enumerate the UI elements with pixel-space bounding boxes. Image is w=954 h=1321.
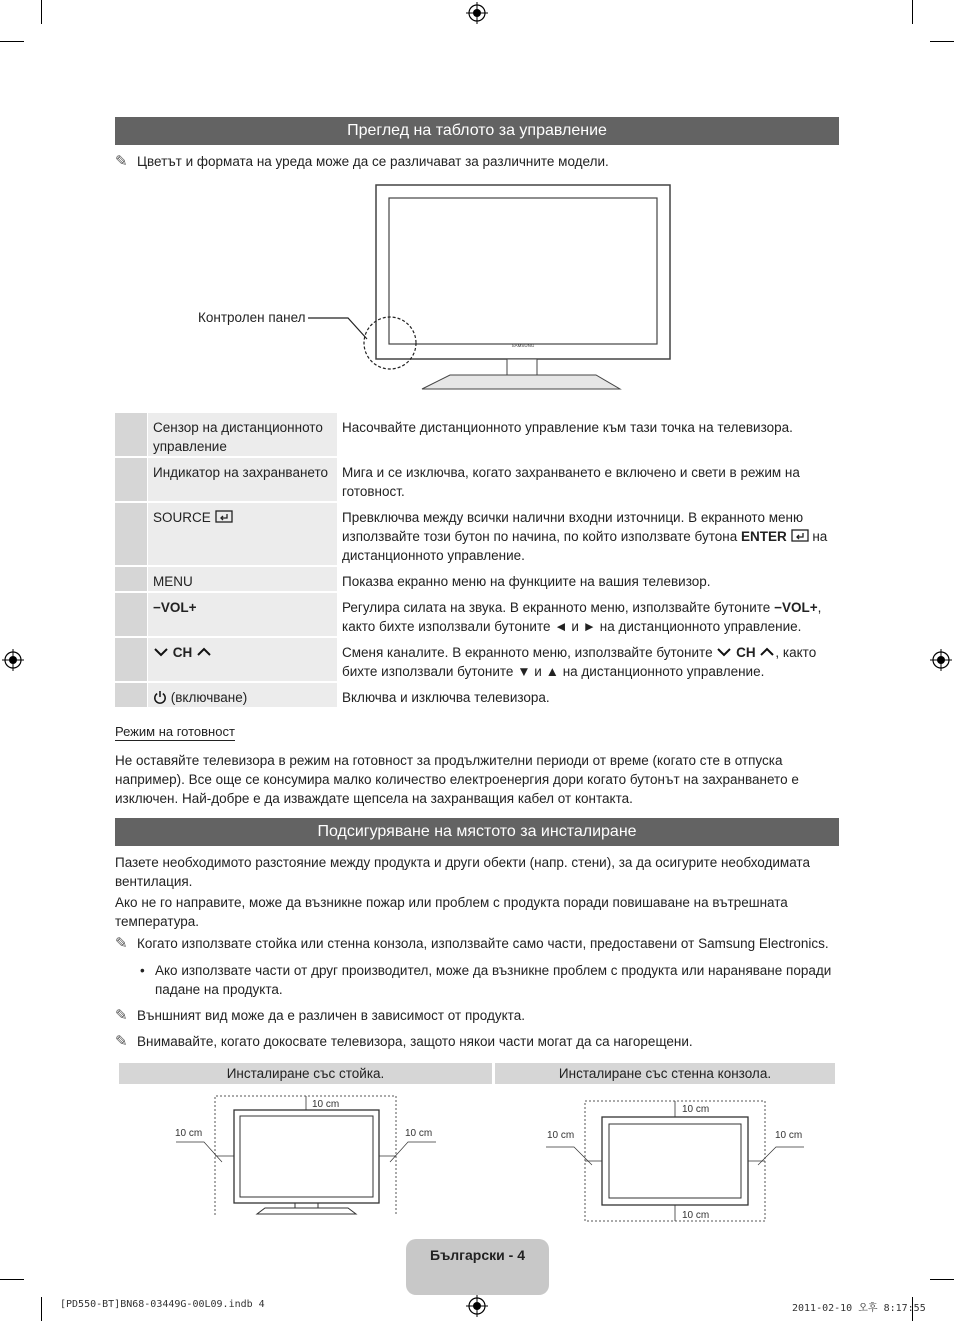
wall-install-heading: Инсталиране със стенна конзола. bbox=[495, 1063, 835, 1084]
minus-icon: − bbox=[774, 600, 782, 615]
clearance-left-label: 10 cm bbox=[175, 1128, 203, 1139]
install-paragraph: Пазете необходимото разстояние между продукта и други обекти (напр. стени), за да осигурите необходимата вентилация. bbox=[115, 855, 810, 889]
note-careful: ✎ Внимавайте, когато докосвате телевизора, защото някои части могат да са нагорещени. bbox=[115, 1033, 693, 1050]
plus-icon: + bbox=[188, 600, 197, 615]
clearance-right-label: 10 cm bbox=[405, 1128, 433, 1139]
clearance-top-label: 10 cm bbox=[682, 1104, 710, 1115]
registration-mark-icon bbox=[466, 1295, 488, 1317]
registration-mark-icon bbox=[2, 649, 24, 671]
note-color-shape: ✎ Цветът и формата на уреда може да се различават за различните модели. bbox=[115, 153, 609, 170]
install-paragraph: Ако не го направите, може да възникне пожар или проблем с продукта поради повишаване на вътрешната температура. bbox=[115, 895, 788, 929]
note-stand-parts: ✎ Когато използвате стойка или стенна конзола, използвайте само части, предоставени от Samsung Electronics. bbox=[115, 935, 829, 952]
pencil-note-icon: ✎ bbox=[115, 153, 128, 170]
tv-brand-logo: SAMSUNG bbox=[511, 343, 535, 348]
bullet-item: • Ако използвате части от друг производител, може да възникне проблем с продукта или нараняване поради падане на продукта. bbox=[140, 963, 832, 997]
crop-mark bbox=[912, 0, 913, 24]
note-appearance: ✎ Външният вид може да е различен в зависимост от продукта. bbox=[115, 1007, 525, 1024]
clearance-bottom-label: 10 cm bbox=[682, 1210, 710, 1221]
minus-icon: − bbox=[153, 600, 161, 615]
enter-icon bbox=[791, 529, 809, 542]
standby-title: Режим на готовност bbox=[115, 724, 235, 739]
chevron-up-icon bbox=[196, 646, 212, 658]
page-label: Български - 4 bbox=[430, 1247, 525, 1263]
crop-mark bbox=[41, 1297, 42, 1321]
table-row: −VOL+ Регулира силата на звука. В екранното меню, използвайте бутоните −VOL+, както бихте използвали бутоните ◄ и ► на дистанционното управление. bbox=[115, 593, 839, 636]
tv-front-diagram bbox=[190, 180, 690, 392]
ch-button-label: CH bbox=[172, 645, 193, 660]
crop-mark bbox=[0, 1279, 24, 1280]
wall-install-diagram bbox=[540, 1095, 820, 1227]
clearance-right-label: 10 cm bbox=[775, 1130, 803, 1141]
chevron-down-icon bbox=[716, 646, 732, 658]
bullet-icon: • bbox=[140, 963, 145, 978]
control-panel-label: Контролен панел bbox=[198, 310, 306, 325]
registration-mark-icon bbox=[930, 649, 952, 671]
page-tab bbox=[406, 1239, 549, 1295]
crop-mark bbox=[41, 0, 42, 24]
registration-mark-icon bbox=[466, 2, 488, 24]
clearance-left-label: 10 cm bbox=[547, 1130, 575, 1141]
stand-install-heading: Инсталиране със стойка. bbox=[119, 1063, 492, 1084]
power-icon bbox=[153, 690, 167, 704]
power-button-label: (включване) bbox=[170, 690, 248, 705]
pencil-note-icon: ✎ bbox=[115, 1033, 128, 1050]
stand-install-diagram bbox=[170, 1090, 450, 1220]
table-row: Сензор на дистанционното управление Насочвайте дистанционното управление към тази точка на телевизора. bbox=[115, 413, 839, 456]
table-row: (включване) Включва и изключва телевизора. bbox=[115, 683, 839, 707]
print-timestamp: 2011-02-10 오후 8:17:55 bbox=[792, 1303, 926, 1314]
clearance-top-label: 10 cm bbox=[312, 1099, 340, 1110]
crop-mark bbox=[930, 1279, 954, 1280]
crop-mark bbox=[0, 41, 24, 42]
table-row: MENU Показва екранно меню на функциите на вашия телевизор. bbox=[115, 567, 839, 591]
chevron-up-icon bbox=[759, 646, 775, 658]
vol-button-label: VOL bbox=[160, 600, 189, 615]
table-row: SOURCE Превключва между всички налични входни източници. В екранното меню използвайте този бутон по начина, по който използвате бутона ENTER на дистанционното управление. bbox=[115, 503, 839, 565]
standby-text: Не оставяйте телевизора в режим на готовност за продължителни периоди от време (когато сте в отпуска например). Все още се консумира малко количество електроенергия дори когато бутонът на захранването е изключен. Най-добре е да изваждате щепсела на захранващия кабел от контакта. bbox=[115, 753, 799, 806]
enter-icon bbox=[215, 510, 233, 523]
crop-mark bbox=[930, 41, 954, 42]
section-title-install: Подсигуряване на мястото за инсталиране bbox=[115, 818, 839, 846]
chevron-down-icon bbox=[153, 646, 169, 658]
pencil-note-icon: ✎ bbox=[115, 935, 128, 952]
source-button-label: SOURCE bbox=[153, 510, 211, 525]
print-file-info: [PD550-BT]BN68-03449G-00L09.indb 4 bbox=[60, 1299, 265, 1310]
plus-icon: + bbox=[809, 600, 818, 615]
section-title-overview: Преглед на таблото за управление bbox=[115, 117, 839, 145]
table-row: Индикатор на захранването Мига и се изключва, когато захранването е включено и свети в режим на готовност. bbox=[115, 458, 839, 501]
menu-button-label: MENU bbox=[148, 567, 337, 591]
pencil-note-icon: ✎ bbox=[115, 1007, 128, 1024]
table-row: CH Сменя каналите. В екранното меню, използвайте бутоните CH , както бихте използвали бутоните ▼ и ▲ на дистанционното управление. bbox=[115, 638, 839, 681]
